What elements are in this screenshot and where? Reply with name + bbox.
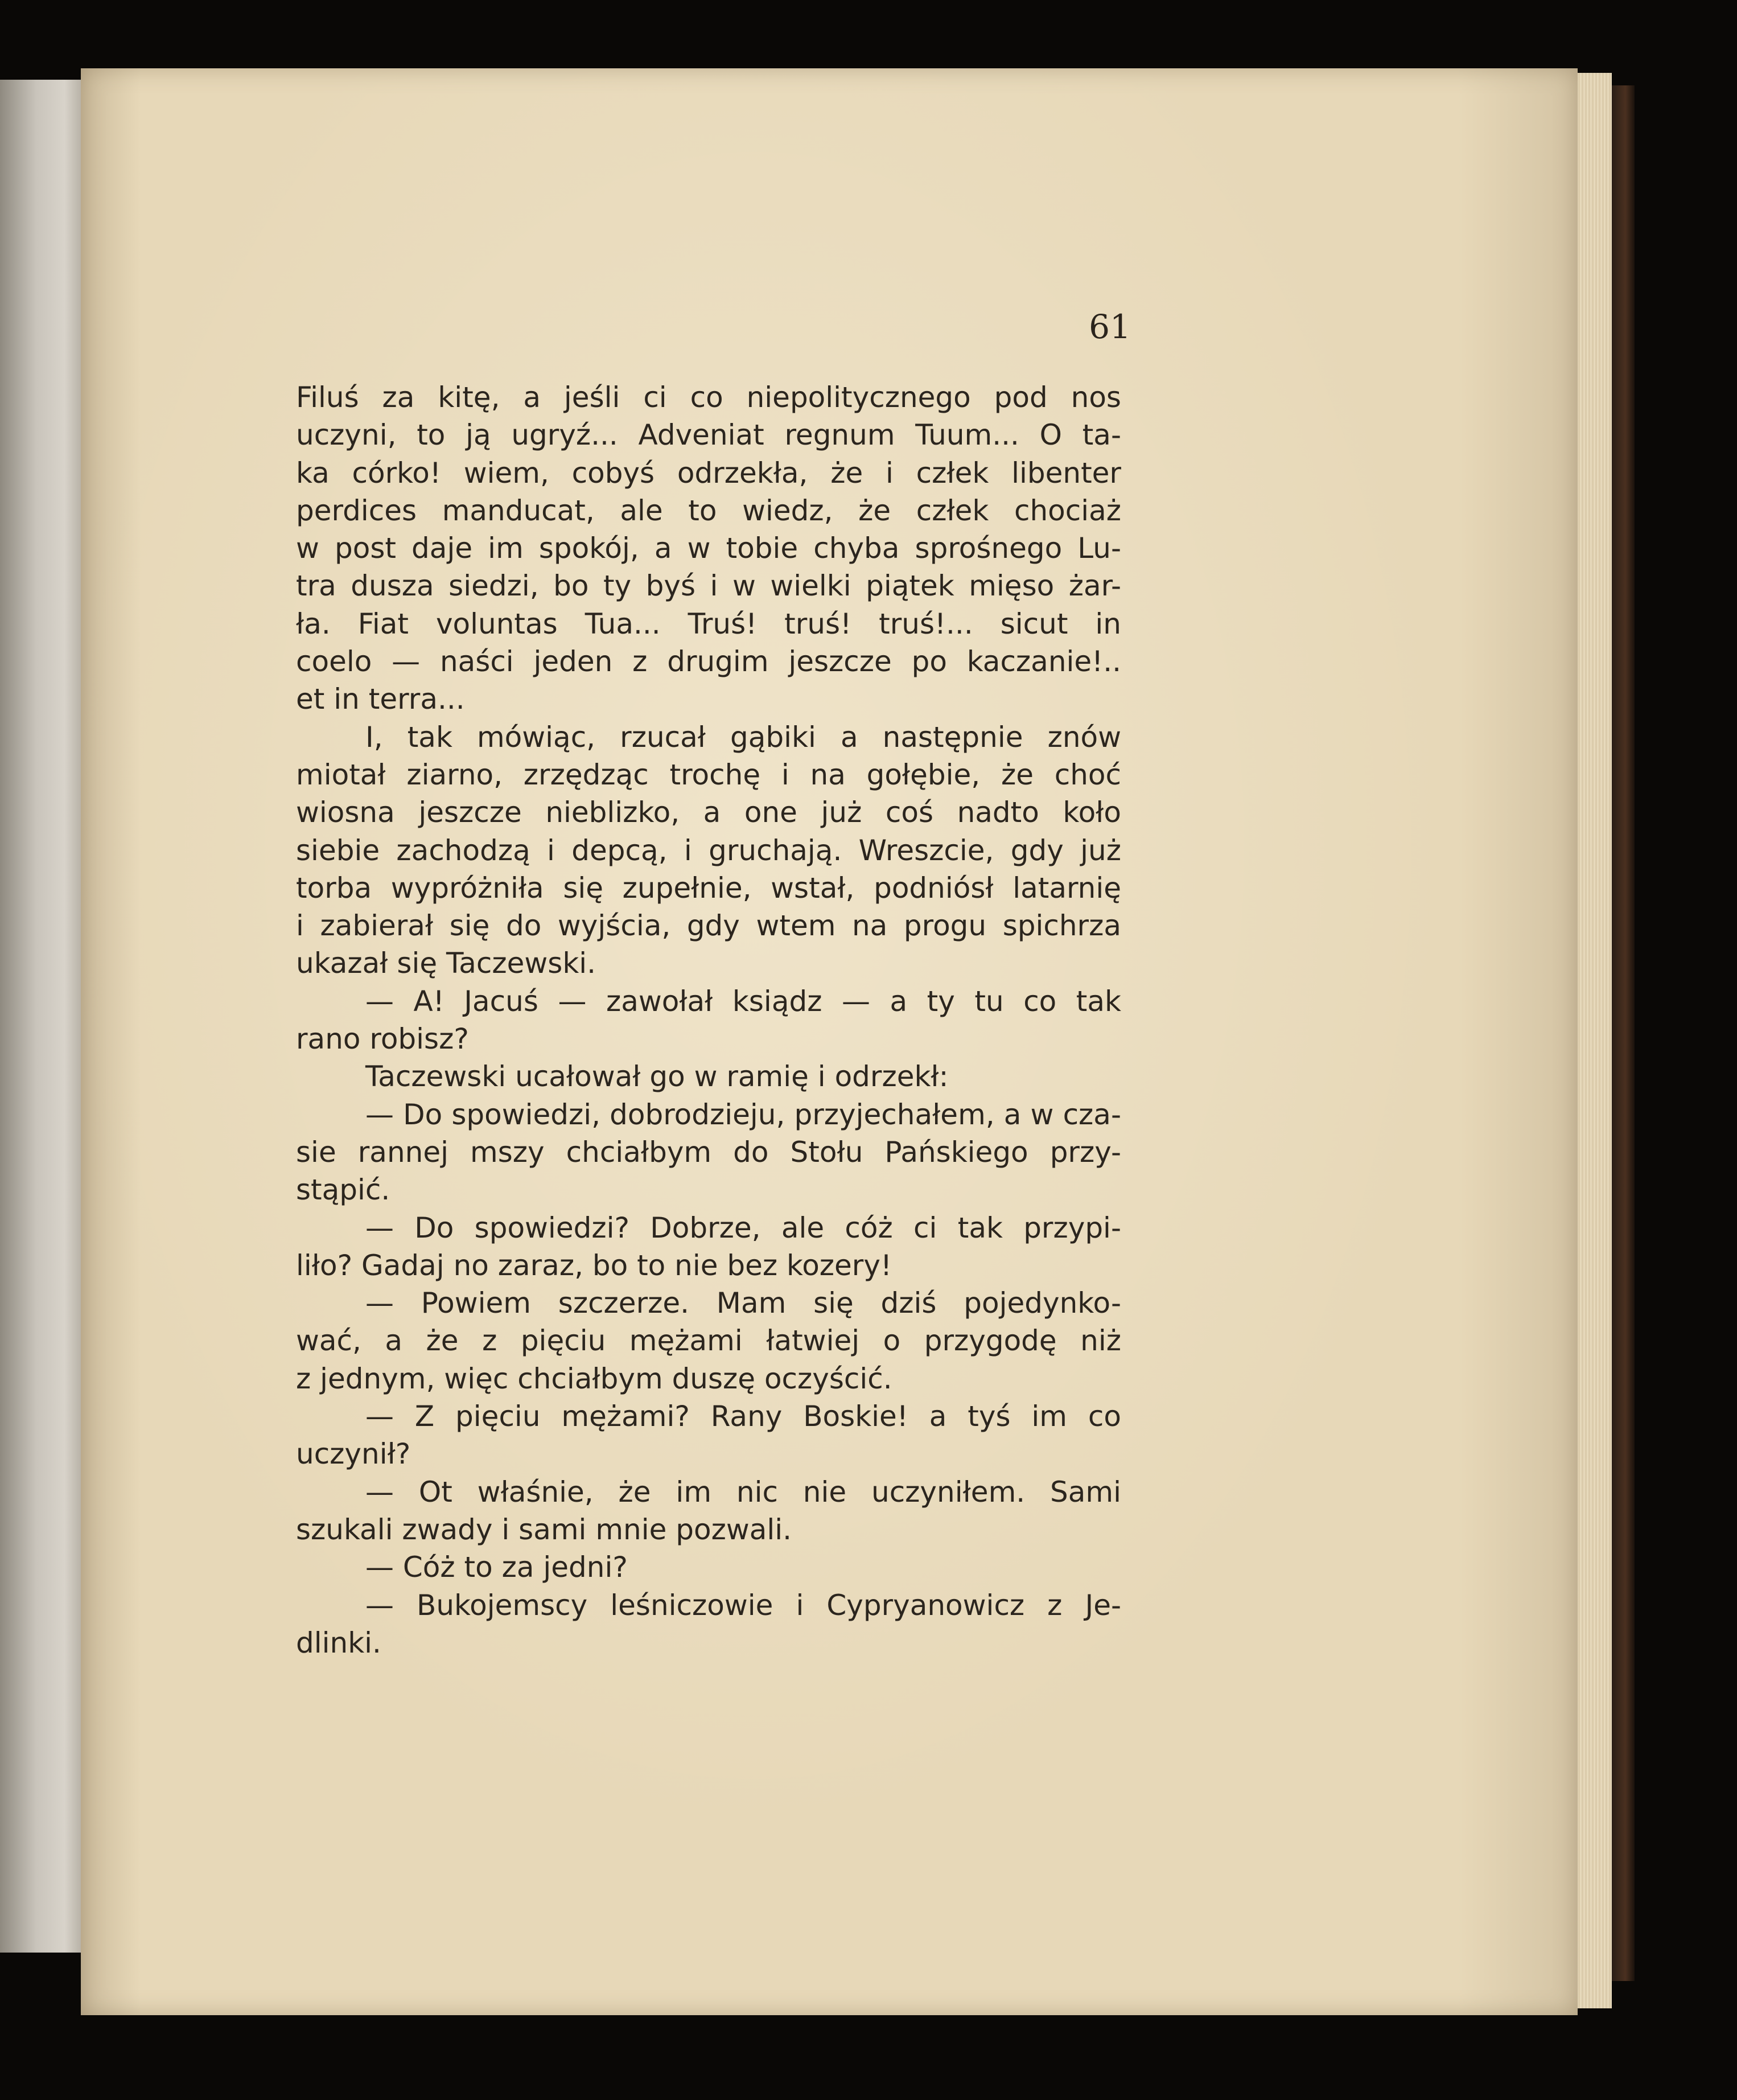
text-line: w post daje im spokój, a w tobie chyba sprośnego Lu-: [296, 532, 1121, 565]
text-line: wiosna jeszcze nieblizko, a one już coś nadto koło: [296, 796, 1121, 829]
text-line: — Bukojemscy leśniczowie i Cypryanowicz z Je-: [365, 1588, 1121, 1622]
text-line: uczynił?: [296, 1437, 411, 1471]
text-line: — A! Jacuś — zawołał ksiądz — a ty tu co tak: [365, 984, 1121, 1018]
left-page-edge: [0, 80, 81, 1953]
text-line: dlinki.: [296, 1626, 381, 1659]
text-line: tra dusza siedzi, bo ty byś i w wielki piątek mięso żar-: [296, 569, 1121, 603]
text-line: — Ot właśnie, że im nic nie uczyniłem. Sami: [365, 1475, 1121, 1509]
text-line: — Do spowiedzi? Dobrze, ale cóż ci tak przypi-: [365, 1211, 1121, 1244]
text-line: — Cóż to za jedni?: [365, 1551, 628, 1584]
text-line: ła. Fiat voluntas Tua... Truś! truś! truś!... sicut in: [296, 607, 1121, 640]
page-number: 61: [1089, 307, 1131, 346]
text-line: — Do spowiedzi, dobrodzieju, przyjechałem, a w cza-: [365, 1098, 1121, 1131]
text-line: z jednym, więc chciałbym duszę oczyścić.: [296, 1362, 892, 1395]
book-cover-edge: [1612, 85, 1635, 1981]
text-line: szukali zwady i sami mnie pozwali.: [296, 1513, 792, 1546]
text-line: ukazał się Taczewski.: [296, 947, 596, 980]
page-text: [296, 379, 1121, 1662]
text-line: et in terra...: [296, 683, 465, 716]
text-line: stąpić.: [296, 1173, 390, 1207]
text-line: Filuś za kitę, a jeśli ci co niepolitycznego pod nos: [296, 381, 1121, 414]
text-line: wać, a że z pięciu mężami łatwiej o przygodę niż: [296, 1324, 1121, 1358]
text-line: perdices manducat, ale to wiedz, że człek chociaż: [296, 494, 1121, 527]
text-line: rano robisz?: [296, 1022, 469, 1056]
text-line: uczyni, to ją ugryź... Adveniat regnum Tuum... O ta-: [296, 418, 1121, 452]
text-line: sie rannej mszy chciałbym do Stołu Pańskiego przy-: [296, 1135, 1121, 1169]
text-line: liło? Gadaj no zaraz, bo to nie bez kozery!: [296, 1248, 892, 1282]
text-line: coelo — naści jeden z drugim jeszcze po kaczanie!..: [296, 645, 1121, 679]
text-line: i zabierał się do wyjścia, gdy wtem na progu spichrza: [296, 909, 1121, 943]
text-line: — Powiem szczerze. Mam się dziś pojedynko-: [365, 1287, 1121, 1320]
text-line: Taczewski ucałował go w ramię i odrzekł:: [365, 1060, 949, 1094]
text-line: siebie zachodzą i depcą, i gruchają. Wreszcie, gdy już: [296, 833, 1121, 867]
text-line: ka córko! wiem, cobyś odrzekła, że i człek libenter: [296, 456, 1121, 490]
page-edges: [1578, 73, 1612, 2008]
text-line: torba wypróżniła się zupełnie, wstał, podniósł latarnię: [296, 871, 1121, 905]
text-line: I, tak mówiąc, rzucał gąbiki a następnie znów: [365, 720, 1121, 754]
text-line: miotał ziarno, zrzędząc trochę i na gołębie, że choć: [296, 758, 1121, 791]
text-line: — Z pięciu mężami? Rany Boskie! a tyś im co: [365, 1400, 1121, 1433]
